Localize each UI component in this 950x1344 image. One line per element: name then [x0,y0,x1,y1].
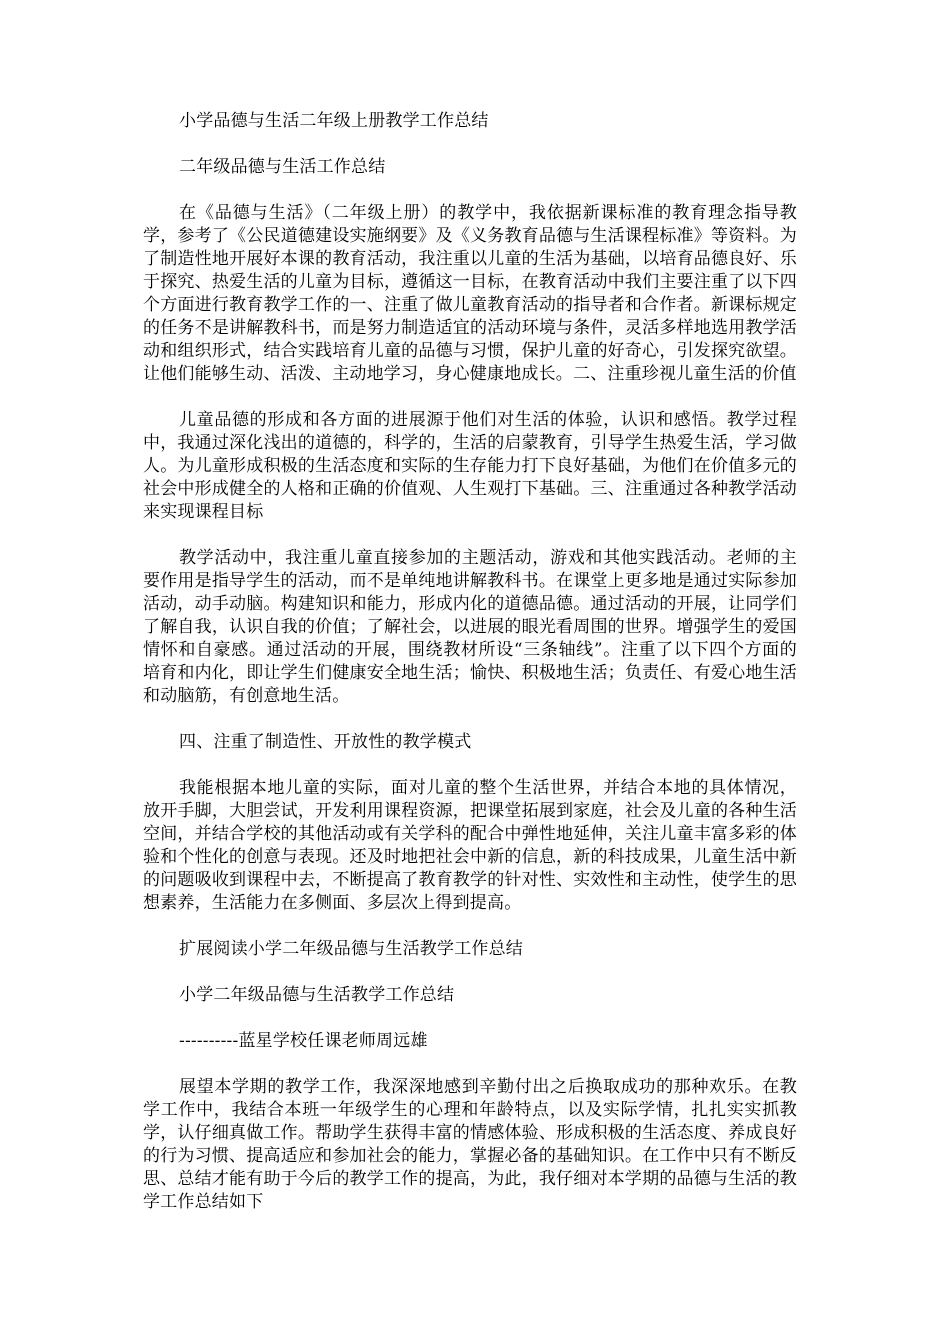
paragraph-closing: 展望本学期的教学工作，我深深地感到辛勤付出之后换取成功的那种欢乐。在教学工作中，我结合本班一年级学生的心理和年龄特点，以及实际学情，扎扎实实抓教学，认仔细真做工作。帮助学生获得丰富的情感体验、形成积极的生活态度、养成良好的行为习惯、提高适应和参加社会的能力，掌握必备的基础知识。在工作中只有不断反思、总结才能有助于今后的教学工作的提高，为此，我仔细对本学期的品德与生活的教学工作总结如下 [143,1077,797,1212]
paragraph-intro: 在《品德与生活》（二年级上册）的教学中，我依据新课标准的教育理念指导教学，参考了《公民道德建设实施纲要》及《义务教育品德与生活课程标准》等资料。为了制造性地开展好本课的教育活动，我注重以儿童的生活为基础，以培育品德良好、乐于探究、热爱生活的儿童为目标，遵循这一目标，在教育活动中我们主要注重了以下四个方面进行教育教学工作的一、注重了做儿童教育活动的指导者和合作者。新课标规定的任务不是讲解教科书，而是努力制造适宜的活动环境与条件，灵活多样地选用教学活动和组织形式，结合实践培育儿童的品德与习惯，保护儿童的好奇心，引发探究欲望。让他们能够生动、活泼、主动地学习，身心健康地成长。二、注重珍视儿童生活的价值 [143,203,797,384]
author-line: ----------蓝星学校任课老师周远雄 [179,1031,428,1051]
document-page [143,110,797,1237]
extended-reading-heading: 扩展阅读小学二年级品德与生活教学工作总结 [179,939,523,959]
document-subtitle: 二年级品德与生活工作总结 [179,157,386,177]
document-title: 小学品德与生活二年级上册教学工作总结 [179,111,489,131]
section4-heading: 四、注重了制造性、开放性的教学模式 [179,732,472,752]
paragraph-section4: 我能根据本地儿童的实际，面对儿童的整个生活世界，并结合本地的具体情况，放开手脚，大胆尝试，开发利用课程资源，把课堂拓展到家庭，社会及儿童的各种生活空间，并结合学校的其他活动或有关学科的配合中弹性地延伸，关注儿童丰富多彩的体验和个性化的创意与表现。还及时地把社会中新的信息，新的科技成果，儿童生活中新的问题吸收到课程中去，不断提高了教育教学的针对性、实效性和主动性，使学生的思想素养，生活能力在多侧面、多层次上得到提高。 [143,778,797,913]
paragraph-teaching-activities: 教学活动中，我注重儿童直接参加的主题活动，游戏和其他实践活动。老师的主要作用是指导学生的活动，而不是单纯地讲解教科书。在课堂上更多地是通过实际参加活动，动手动脑。构建知识和能力，形成内化的道德品德。通过活动的开展，让同学们了解自我，认识自我的价值；了解社会，以进展的眼光看周围的世界。增强学生的爱国情怀和自豪感。通过活动的开展，围绕教材所设“三条轴线”。注重了以下四个方面的培育和内化，即让学生们健康安全地生活；愉快、积极地生活；负责任、有爱心地生活和动脑筋，有创意地生活。 [143,548,797,706]
second-title: 小学二年级品德与生活教学工作总结 [179,985,455,1005]
paragraph-child-moral: 儿童品德的形成和各方面的进展源于他们对生活的体验，认识和感悟。教学过程中，我通过深化浅出的道德的，科学的，生活的启蒙教育，引导学生热爱生活，学习做人。为儿童形成积极的生活态度和实际的生存能力打下良好基础，为他们在价值多元的社会中形成健全的人格和正确的价值观、人生观打下基础。三、注重通过各种教学活动来实现课程目标 [143,410,797,522]
